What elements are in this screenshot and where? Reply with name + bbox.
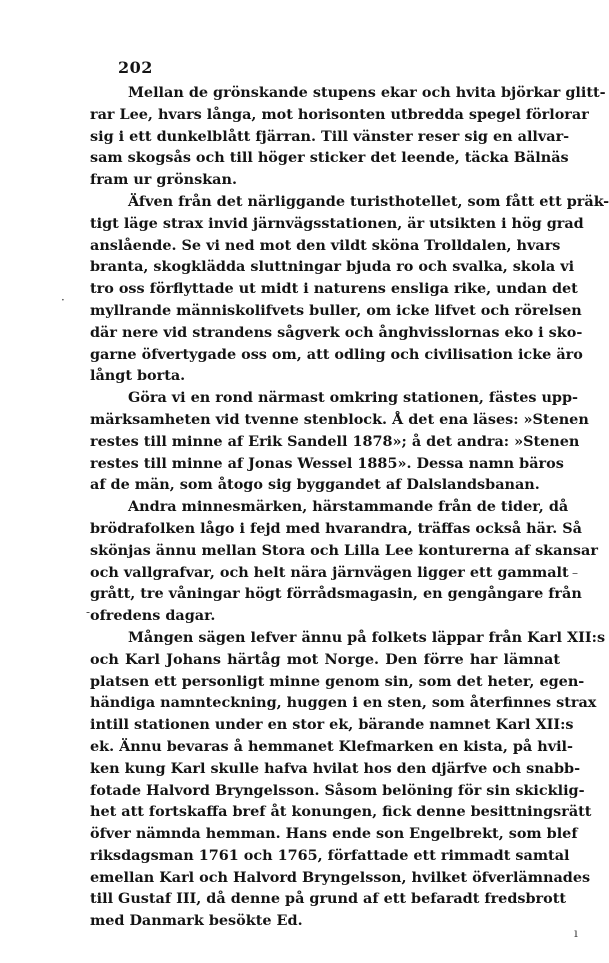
text-line: märksamheten vid tvenne stenblock. Å det ena läses: »Stenen [90, 410, 589, 428]
text-line: restes till minne af Jonas Wessel 1885». Dessa namn bäros [90, 454, 564, 472]
text-line: grått, tre våningar högt förrådsmagasin, en gengångare från [90, 585, 582, 603]
text-line: händiga namnteckning, huggen i en sten, som återfinnes strax [90, 694, 597, 712]
text-line: långt borta. [90, 367, 186, 385]
text-line: anslående. Se vi ned mot den vildt sköna Trolldalen, hvars [90, 236, 561, 254]
text-line: och vallgrafvar, och helt nära järnvägen ligger ett gammalt [90, 563, 569, 581]
text-line: brödrafolken lågo i fejd med hvarandra, träffas också här. Så [90, 519, 582, 537]
text-line: fram ur grönskan. [90, 171, 237, 189]
text-line: Mellan de grönskande stupens ekar och hvita björkar glitt- [128, 84, 606, 101]
text-line: rar Lee, hvars långa, mot horisonten utbredda spegel förlorar [90, 105, 589, 123]
text-line: tro oss förflyttade ut midt i naturens ensliga rike, undan det [90, 280, 578, 298]
margin-mark: – [572, 566, 578, 580]
text-line: ofredens dagar. [90, 607, 216, 625]
text-line: fotade Halvord Bryngelsson. Såsom belöning för sin skicklig- [90, 781, 585, 799]
text-line: riksdagsman 1761 och 1765, författade ett rimmadt samtal [90, 846, 570, 864]
text-line: sam skogsås och till höger sticker det leende, täcka Bälnäs [90, 149, 569, 167]
text-line: tigt läge strax invid järnvägsstationen, är utsikten i hög grad [90, 214, 584, 232]
page-number: 202 [118, 58, 153, 77]
text-line: och Karl Johans härtåg mot Norge. Den förre har lämnat [90, 650, 560, 668]
text-line: skönjas ännu mellan Stora och Lilla Lee konturerna af skansar [90, 541, 598, 559]
text-line: intill stationen under en stor ek, bärande namnet Karl XII:s [90, 716, 574, 734]
text-line: af de män, som åtogo sig byggandet af Dalslandsbanan. [90, 476, 540, 494]
text-line: Äfven från det närliggande turisthotellet, som fått ett präk- [128, 192, 609, 210]
margin-mark: - [86, 605, 91, 619]
text-line: med Danmark besökte Ed. [90, 912, 303, 930]
text-line: Mången sägen lefver ännu på folkets läppar från Karl XII:s [128, 628, 606, 646]
text-line: emellan Karl och Halvord Bryngelsson, hvilket öfverlämnades [90, 868, 591, 886]
text-line: myllrande människolifvets buller, om icke lifvet och rörelsen [90, 301, 582, 319]
text-line: öfver nämnda hemman. Hans ende son Engelbrekt, som blef [90, 825, 578, 843]
text-line: ken kung Karl skulle hafva hvilat hos den djärfve och snabb- [90, 759, 581, 777]
margin-mark: ı [574, 926, 578, 940]
text-line: restes till minne af Erik Sandell 1878»; å det andra: »Stenen [90, 432, 580, 450]
text-line: platsen ett personligt minne genom sin, som det heter, egen- [90, 672, 585, 690]
text-line: garne öfvertygade oss om, att odling och civilisation icke äro [90, 345, 583, 363]
text-line: Andra minnesmärken, härstammande från de tider, då [128, 498, 569, 516]
text-line: Göra vi en rond närmast omkring stationen, fästes upp- [128, 389, 579, 407]
margin-mark: · [61, 293, 65, 307]
text-line: till Gustaf III, då denne på grund af ett befaradt fredsbrott [90, 890, 567, 908]
text-line: branta, skogklädda sluttningar bjuda ro och svalka, skola vi [90, 258, 575, 276]
text-line: där nere vid strandens sågverk och ånghvisslornas eko i sko- [90, 323, 583, 341]
text-line: het att fortskaffa bref åt konungen, fick denne besittningsrätt [90, 803, 592, 821]
body-text [90, 82, 609, 932]
text-line: ek. Ännu bevaras å hemmanet Klefmarken en kista, på hvil- [90, 737, 573, 755]
text-line: sig i ett dunkelblått fjärran. Till vänster reser sig en allvar- [90, 127, 570, 145]
